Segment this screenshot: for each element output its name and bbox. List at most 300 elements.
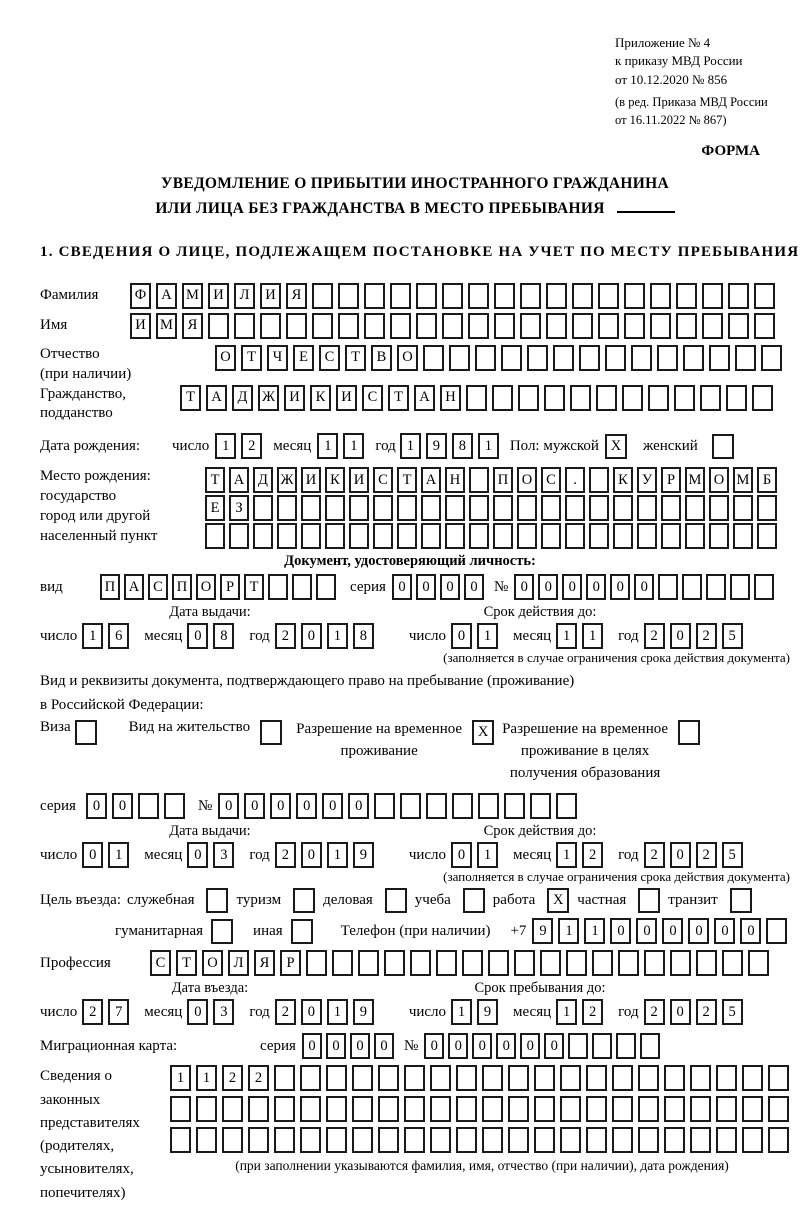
char-cell[interactable] [449,345,470,371]
char-cell[interactable]: 1 [317,433,338,459]
char-cell[interactable]: А [206,385,227,411]
char-cell[interactable] [670,950,691,976]
char-cell[interactable] [716,1096,737,1122]
char-cell[interactable]: И [349,467,369,493]
char-cell[interactable]: Ч [267,345,288,371]
char-cell[interactable]: Л [228,950,249,976]
char-cell[interactable]: 0 [451,842,472,868]
char-cell[interactable]: 0 [302,1033,322,1059]
char-cell[interactable] [622,385,643,411]
char-cell[interactable] [592,1033,612,1059]
char-cell[interactable]: М [182,283,203,309]
char-cell[interactable]: 0 [514,574,534,600]
char-cell[interactable]: П [100,574,120,600]
char-cell[interactable] [674,385,695,411]
char-cell[interactable]: 0 [86,793,107,819]
char-cell[interactable] [300,1096,321,1122]
char-cell[interactable] [482,1127,503,1153]
char-cell[interactable] [260,313,281,339]
char-cell[interactable]: 0 [670,999,691,1025]
char-cell[interactable] [754,574,774,600]
char-cell[interactable]: Д [232,385,253,411]
char-cell[interactable]: С [373,467,393,493]
char-cell[interactable] [373,523,393,549]
identity-issue-month-boxes[interactable] [187,623,239,649]
char-cell[interactable] [752,385,773,411]
char-cell[interactable]: Ж [277,467,297,493]
residence-permit-checkbox[interactable] [260,720,282,745]
char-cell[interactable]: 2 [275,623,296,649]
char-cell[interactable]: 9 [532,918,553,944]
char-cell[interactable]: 0 [670,842,691,868]
char-cell[interactable] [733,523,753,549]
char-cell[interactable]: К [325,467,345,493]
char-cell[interactable]: 0 [544,1033,564,1059]
purpose-work-checkbox[interactable]: X [547,888,569,913]
char-cell[interactable] [541,523,561,549]
temporary-residence-education-checkbox[interactable] [678,720,700,745]
char-cell[interactable] [700,385,721,411]
char-cell[interactable] [274,1065,295,1091]
char-cell[interactable]: А [124,574,144,600]
char-cell[interactable]: О [215,345,236,371]
residence-issue-day-boxes[interactable] [82,842,134,868]
char-cell[interactable] [390,283,411,309]
char-cell[interactable]: 1 [451,999,472,1025]
char-cell[interactable] [683,345,704,371]
char-cell[interactable]: С [150,950,171,976]
char-cell[interactable] [229,523,249,549]
char-cell[interactable] [205,523,225,549]
char-cell[interactable]: Ж [258,385,279,411]
char-cell[interactable]: Т [345,345,366,371]
char-cell[interactable] [586,1096,607,1122]
char-cell[interactable]: 0 [187,999,208,1025]
char-cell[interactable] [612,1127,633,1153]
char-cell[interactable]: О [397,345,418,371]
char-cell[interactable] [423,345,444,371]
char-cell[interactable] [410,950,431,976]
char-cell[interactable] [650,313,671,339]
stay-day-boxes[interactable] [451,999,503,1025]
char-cell[interactable] [735,345,756,371]
char-cell[interactable] [742,1065,763,1091]
char-cell[interactable] [364,283,385,309]
char-cell[interactable] [488,950,509,976]
char-cell[interactable] [613,523,633,549]
char-cell[interactable] [306,950,327,976]
purpose-humanitarian-checkbox[interactable] [211,919,233,944]
char-cell[interactable]: 2 [582,842,603,868]
char-cell[interactable] [253,495,273,521]
char-cell[interactable] [534,1127,555,1153]
char-cell[interactable] [277,523,297,549]
char-cell[interactable] [325,495,345,521]
char-cell[interactable] [589,495,609,521]
char-cell[interactable] [556,793,577,819]
residence-issue-month-boxes[interactable] [187,842,239,868]
char-cell[interactable] [445,523,465,549]
char-cell[interactable]: 2 [275,842,296,868]
char-cell[interactable]: К [310,385,331,411]
char-cell[interactable]: 1 [108,842,129,868]
char-cell[interactable] [482,1065,503,1091]
char-cell[interactable]: 1 [556,842,577,868]
char-cell[interactable] [730,574,750,600]
char-cell[interactable] [325,523,345,549]
char-cell[interactable]: М [733,467,753,493]
char-cell[interactable]: 0 [670,623,691,649]
char-cell[interactable]: 1 [327,623,348,649]
char-cell[interactable] [640,1033,660,1059]
char-cell[interactable] [416,313,437,339]
char-cell[interactable] [685,495,705,521]
char-cell[interactable] [596,385,617,411]
char-cell[interactable] [508,1065,529,1091]
char-cell[interactable] [546,283,567,309]
char-cell[interactable] [301,523,321,549]
char-cell[interactable]: 0 [112,793,133,819]
purpose-other-checkbox[interactable] [291,919,313,944]
identity-doc-kind-boxes[interactable] [100,574,340,600]
char-cell[interactable] [397,523,417,549]
residence-expiry-month-boxes[interactable] [556,842,608,868]
char-cell[interactable] [482,1096,503,1122]
char-cell[interactable] [416,283,437,309]
char-cell[interactable]: 5 [722,623,743,649]
char-cell[interactable] [754,283,775,309]
char-cell[interactable] [768,1065,789,1091]
char-cell[interactable]: И [336,385,357,411]
stay-month-boxes[interactable] [556,999,608,1025]
char-cell[interactable] [541,495,561,521]
char-cell[interactable]: 0 [187,623,208,649]
char-cell[interactable] [456,1065,477,1091]
char-cell[interactable] [676,313,697,339]
char-cell[interactable] [475,345,496,371]
char-cell[interactable] [664,1096,685,1122]
char-cell[interactable]: И [260,283,281,309]
identity-expiry-year-boxes[interactable] [644,623,748,649]
char-cell[interactable]: 2 [248,1065,269,1091]
char-cell[interactable]: 2 [222,1065,243,1091]
char-cell[interactable] [685,523,705,549]
identity-expiry-day-boxes[interactable] [451,623,503,649]
char-cell[interactable] [598,283,619,309]
char-cell[interactable]: 0 [448,1033,468,1059]
char-cell[interactable]: Е [205,495,225,521]
char-cell[interactable] [637,495,657,521]
char-cell[interactable] [768,1127,789,1153]
char-cell[interactable]: 0 [496,1033,516,1059]
char-cell[interactable] [364,313,385,339]
char-cell[interactable] [754,313,775,339]
identity-issue-year-boxes[interactable] [275,623,379,649]
char-cell[interactable]: А [229,467,249,493]
char-cell[interactable] [605,345,626,371]
char-cell[interactable]: 0 [740,918,761,944]
char-cell[interactable] [462,950,483,976]
char-cell[interactable] [397,495,417,521]
char-cell[interactable] [728,313,749,339]
identity-doc-number-boxes[interactable] [514,574,778,600]
char-cell[interactable] [690,1127,711,1153]
char-cell[interactable] [572,283,593,309]
char-cell[interactable] [494,313,515,339]
char-cell[interactable] [445,495,465,521]
char-cell[interactable]: 2 [696,623,717,649]
char-cell[interactable]: 1 [327,999,348,1025]
char-cell[interactable] [748,950,769,976]
char-cell[interactable] [757,523,777,549]
char-cell[interactable]: А [421,467,441,493]
char-cell[interactable] [404,1127,425,1153]
char-cell[interactable]: 0 [392,574,412,600]
char-cell[interactable]: 0 [322,793,343,819]
char-cell[interactable] [390,313,411,339]
char-cell[interactable] [478,793,499,819]
migration-card-number-boxes[interactable] [424,1033,664,1059]
char-cell[interactable] [300,1065,321,1091]
char-cell[interactable] [222,1127,243,1153]
phone-boxes[interactable] [532,918,792,944]
char-cell[interactable] [349,495,369,521]
char-cell[interactable]: 0 [218,793,239,819]
char-cell[interactable] [568,1033,588,1059]
char-cell[interactable] [616,1033,636,1059]
residence-expiry-day-boxes[interactable] [451,842,503,868]
char-cell[interactable] [352,1096,373,1122]
char-cell[interactable]: И [208,283,229,309]
char-cell[interactable] [768,1096,789,1122]
char-cell[interactable]: 0 [662,918,683,944]
char-cell[interactable] [234,313,255,339]
char-cell[interactable]: И [284,385,305,411]
char-cell[interactable]: 5 [722,842,743,868]
char-cell[interactable]: 1 [170,1065,191,1091]
birth-place-boxes-row-1[interactable] [205,467,781,493]
char-cell[interactable]: Т [176,950,197,976]
char-cell[interactable]: Я [254,950,275,976]
char-cell[interactable] [378,1096,399,1122]
char-cell[interactable] [384,950,405,976]
char-cell[interactable] [358,950,379,976]
char-cell[interactable]: 0 [636,918,657,944]
char-cell[interactable] [301,495,321,521]
char-cell[interactable] [277,495,297,521]
char-cell[interactable]: С [541,467,561,493]
char-cell[interactable]: 8 [353,623,374,649]
char-cell[interactable]: О [202,950,223,976]
char-cell[interactable] [644,950,665,976]
char-cell[interactable] [742,1127,763,1153]
char-cell[interactable] [421,495,441,521]
birth-place-boxes-row-2[interactable] [205,495,781,521]
char-cell[interactable]: С [148,574,168,600]
char-cell[interactable] [170,1127,191,1153]
char-cell[interactable] [456,1127,477,1153]
identity-expiry-month-boxes[interactable] [556,623,608,649]
legal-representatives-boxes-row-1[interactable] [170,1065,794,1091]
char-cell[interactable] [421,523,441,549]
char-cell[interactable]: 1 [400,433,421,459]
residence-expiry-year-boxes[interactable] [644,842,748,868]
char-cell[interactable] [332,950,353,976]
purpose-tourism-checkbox[interactable] [293,888,315,913]
char-cell[interactable]: Р [280,950,301,976]
char-cell[interactable] [664,1065,685,1091]
char-cell[interactable] [690,1096,711,1122]
char-cell[interactable] [592,950,613,976]
char-cell[interactable] [349,523,369,549]
char-cell[interactable] [690,1065,711,1091]
char-cell[interactable] [517,495,537,521]
char-cell[interactable] [501,345,522,371]
given-name-boxes[interactable] [130,313,780,339]
char-cell[interactable] [442,283,463,309]
char-cell[interactable] [338,313,359,339]
char-cell[interactable]: 1 [556,999,577,1025]
char-cell[interactable]: 9 [426,433,447,459]
char-cell[interactable] [514,950,535,976]
char-cell[interactable]: Я [286,283,307,309]
residence-issue-year-boxes[interactable] [275,842,379,868]
char-cell[interactable] [733,495,753,521]
char-cell[interactable]: О [196,574,216,600]
char-cell[interactable] [553,345,574,371]
char-cell[interactable] [682,574,702,600]
purpose-official-checkbox[interactable] [206,888,228,913]
char-cell[interactable] [586,1127,607,1153]
char-cell[interactable] [766,918,787,944]
char-cell[interactable] [560,1127,581,1153]
char-cell[interactable] [726,385,747,411]
legal-representatives-boxes-row-2[interactable] [170,1096,794,1122]
char-cell[interactable]: Е [293,345,314,371]
char-cell[interactable] [722,950,743,976]
char-cell[interactable]: У [637,467,657,493]
residence-doc-number-boxes[interactable] [218,793,582,819]
char-cell[interactable]: 0 [348,793,369,819]
purpose-private-checkbox[interactable] [638,888,660,913]
char-cell[interactable]: 2 [696,842,717,868]
char-cell[interactable] [534,1096,555,1122]
char-cell[interactable]: 8 [452,433,473,459]
char-cell[interactable] [546,313,567,339]
birth-day-boxes[interactable] [215,433,267,459]
char-cell[interactable]: 2 [582,999,603,1025]
char-cell[interactable] [492,385,513,411]
char-cell[interactable] [138,793,159,819]
char-cell[interactable] [469,495,489,521]
char-cell[interactable] [292,574,312,600]
birth-month-boxes[interactable] [317,433,369,459]
sex-female-checkbox[interactable] [712,434,734,459]
char-cell[interactable] [517,523,537,549]
char-cell[interactable] [404,1065,425,1091]
char-cell[interactable]: 0 [464,574,484,600]
char-cell[interactable] [312,313,333,339]
char-cell[interactable]: Я [182,313,203,339]
char-cell[interactable] [638,1096,659,1122]
sex-male-checkbox[interactable]: X [605,434,627,459]
stay-year-boxes[interactable] [644,999,748,1025]
legal-representatives-boxes-row-3[interactable] [170,1127,794,1153]
migration-card-series-boxes[interactable] [302,1033,398,1059]
char-cell[interactable] [742,1096,763,1122]
char-cell[interactable]: 1 [477,623,498,649]
char-cell[interactable]: З [229,495,249,521]
char-cell[interactable] [352,1065,373,1091]
char-cell[interactable]: 2 [644,999,665,1025]
temporary-residence-checkbox[interactable]: X [472,720,494,745]
char-cell[interactable] [196,1096,217,1122]
char-cell[interactable]: 0 [187,842,208,868]
char-cell[interactable] [560,1065,581,1091]
char-cell[interactable] [702,283,723,309]
char-cell[interactable]: 0 [301,623,322,649]
char-cell[interactable] [430,1096,451,1122]
char-cell[interactable]: Т [180,385,201,411]
char-cell[interactable] [274,1096,295,1122]
char-cell[interactable]: И [130,313,151,339]
char-cell[interactable] [508,1096,529,1122]
char-cell[interactable]: 6 [108,623,129,649]
char-cell[interactable] [456,1096,477,1122]
char-cell[interactable] [404,1096,425,1122]
char-cell[interactable] [570,385,591,411]
char-cell[interactable] [493,523,513,549]
char-cell[interactable] [579,345,600,371]
char-cell[interactable] [520,313,541,339]
char-cell[interactable] [624,283,645,309]
char-cell[interactable]: 5 [722,999,743,1025]
char-cell[interactable]: О [709,467,729,493]
char-cell[interactable]: 2 [82,999,103,1025]
char-cell[interactable]: 3 [213,999,234,1025]
char-cell[interactable] [613,495,633,521]
char-cell[interactable] [504,793,525,819]
char-cell[interactable]: Т [388,385,409,411]
char-cell[interactable] [586,1065,607,1091]
char-cell[interactable]: 0 [634,574,654,600]
char-cell[interactable] [638,1065,659,1091]
char-cell[interactable] [164,793,185,819]
char-cell[interactable]: 0 [520,1033,540,1059]
char-cell[interactable]: 0 [82,842,103,868]
char-cell[interactable] [709,345,730,371]
char-cell[interactable]: 1 [196,1065,217,1091]
char-cell[interactable]: 0 [416,574,436,600]
char-cell[interactable]: 0 [538,574,558,600]
char-cell[interactable]: 9 [353,842,374,868]
char-cell[interactable]: 0 [472,1033,492,1059]
char-cell[interactable] [352,1127,373,1153]
char-cell[interactable]: 2 [644,623,665,649]
char-cell[interactable]: И [301,467,321,493]
char-cell[interactable]: П [172,574,192,600]
char-cell[interactable] [430,1065,451,1091]
char-cell[interactable] [648,385,669,411]
entry-day-boxes[interactable] [82,999,134,1025]
char-cell[interactable] [709,495,729,521]
char-cell[interactable]: 9 [477,999,498,1025]
char-cell[interactable]: 0 [586,574,606,600]
char-cell[interactable] [520,283,541,309]
char-cell[interactable] [565,523,585,549]
char-cell[interactable] [442,313,463,339]
char-cell[interactable]: 0 [562,574,582,600]
